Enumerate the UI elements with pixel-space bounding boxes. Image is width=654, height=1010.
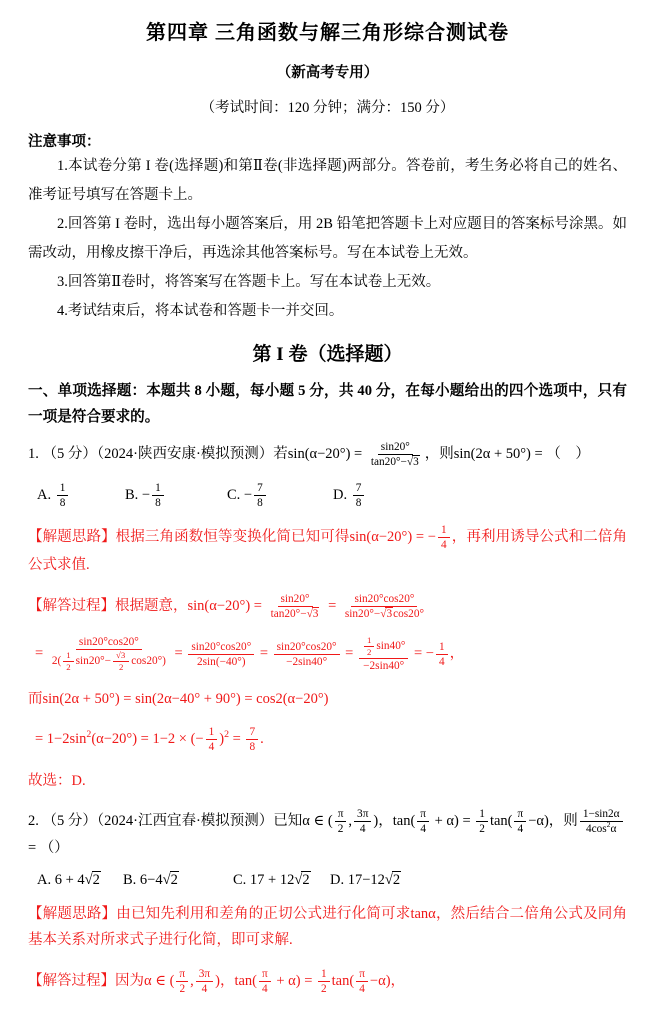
question-1-options (28, 481, 627, 510)
question-1-option-a: A. $\frac{1}{8}$ (37, 481, 125, 510)
part1-title: 第 I 卷（选择题） (252, 344, 403, 365)
question-1-analysis: 【解题思路】根据三角函数恒等变换化简已知可得sin(α−20°) = − $\frac{1}{4}$ ，再利用诱导公式和二倍角公式求值. (28, 523, 627, 573)
notice-item-4: 4.考试结束后，将本试卷和答题卡一并交回。 (57, 303, 344, 319)
question-1-option-c: C. − $\frac{7}{8}$ (227, 481, 333, 510)
notice-item-3: 3.回答第Ⅱ卷时，将答案写在答题卡上。写在本试卷上无效。 (57, 274, 441, 290)
exam-info-line: （考试时间：120 分钟；满分：150 分） (200, 100, 455, 116)
question-1-solution-line-4: = $1-2\sin^2(\alpha-20^\circ) = 1-2$ × (− $\frac{1}{4}$ )$^2$ = $\frac{7}{8}$ . (35, 726, 264, 754)
question-1-option-b: B. − $\frac{1}{8}$ (125, 481, 227, 510)
paper-subtitle: （新高考专用） (276, 65, 379, 81)
question-2-option-a: A. 6 + 4√2 (37, 871, 100, 888)
question-2-option-c: C. 17 + 12√2 (233, 871, 310, 888)
question-1-conclusion: 故选：D. (28, 772, 86, 789)
question-2 (28, 807, 627, 997)
question-1-solution-line-1: 【解答过程】根据题意，sin(α−20°) = $\frac{\sin 20^\circ}{\tan 20^\circ-√3}$ = $\frac{\sin 20^\circ\cos 20^\circ}{\sin 20^\circ-√3\cos 20^\circ}$ (28, 592, 424, 620)
notice-item-1: 1.本试卷分第 I 卷(选择题)和第Ⅱ卷(非选择题)两部分。答卷前，考生务必将自己的姓名、准考证号填写在答题卡上。 (28, 158, 627, 203)
question-1-solution-line-3: 而sin(2α + 50°) = sin(2α−40° + 90°) = cos2(α−20°) (28, 691, 329, 708)
notice-item-2: 2.回答第 I 卷时，选出每小题答案后，用 2B 铅笔把答题卡上对应题目的答案标号涂黑。如需改动，用橡皮擦干净后，再选涂其他答案标号。写在本试卷上无效。 (28, 216, 627, 261)
question-1-stem: 1. （5 分）（2024·陕西安康·模拟预测）若sin(α−20°) = $\frac{\sin 20^\circ}{\tan 20^\circ-√3}$ ，则sin(2α + 50°) = （ ） (28, 441, 590, 469)
question-2-option-b: B. 6−4√2 (123, 871, 178, 888)
question-2-stem: 2. （5 分）（2024·江西宜春·模拟预测）已知α ∈ ( $\frac{\pi}{2}$ , $\frac{3\pi}{4}$ )，tan( $\frac{\pi}{4}$ + α) = $\frac{1}{2}$ tan( $\frac{\pi}{4}$ −α)，则 $\frac{1-\sin 2\alpha}{4\cos^2\alpha}$ = （） (28, 807, 627, 860)
question-2-option-d: D. 17−12√2 (330, 871, 401, 888)
question-2-analysis: 【解题思路】由已知先利用和差角的正切公式进行化简可求tanα，然后结合二倍角公式及同角基本关系对所求式子进行化简，即可求解. (28, 905, 627, 948)
notices-heading: 注意事项： (28, 134, 101, 150)
question-1-solution-line-2: = sin20°cos20° 2( $\frac{1}{2}$ sin20°− $\frac{√3}{2}$ cos20°) = $\frac{\sin 20^\circ\cos 20^\circ}{2\sin(-40^\circ)}$ = $\frac{\sin 20^\circ\cos 20^\circ}{-2\sin 40^\circ}$ = $\frac{1}{2}$ sin40° −2sin40° = − $\frac{1}{4}$ ， (35, 635, 465, 673)
question-1 (28, 440, 627, 791)
question-2-options (28, 872, 627, 889)
paper-title: 第四章 三角函数与解三角形综合测试卷 (146, 22, 509, 44)
question-2-solution-line-1: 【解答过程】因为α ∈ ( $\frac{\pi}{2}$ , $\frac{3\pi}{4}$ )，tan( $\frac{\pi}{4}$ + α) = $\frac{1}{2}$ tan( $\frac{\pi}{4}$ −α)， (28, 967, 406, 996)
question-1-option-d: D. $\frac{7}{8}$ (333, 481, 366, 510)
section-intro: 一、单项选择题：本题共 8 小题，每小题 5 分，共 40 分，在每小题给出的四个选项中，只有一项是符合要求的。 (28, 383, 627, 425)
